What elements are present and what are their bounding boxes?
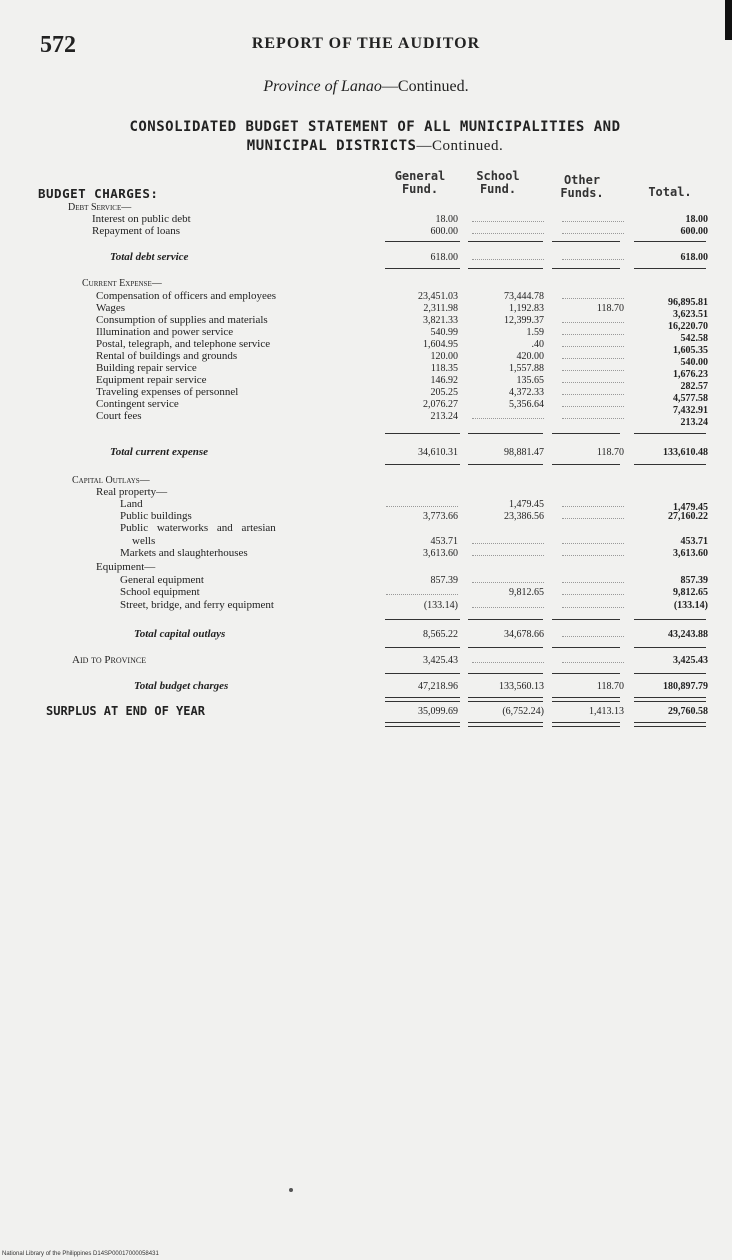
cell-other <box>562 252 624 260</box>
running-head: REPORT OF THE AUDITOR <box>251 35 481 52</box>
rule <box>552 464 620 465</box>
row-label: Consumption of supplies and materials <box>96 314 268 326</box>
col-head-school-1: School <box>476 169 520 183</box>
col-head-school <box>468 170 528 196</box>
row-label: Court fees <box>96 410 142 422</box>
section-debt-service <box>0 202 732 213</box>
row-label: Building repair service <box>96 362 197 374</box>
double-rule <box>552 722 620 727</box>
table-row <box>0 575 732 586</box>
surplus-row <box>0 706 732 717</box>
rule <box>468 241 543 242</box>
rule <box>552 673 620 674</box>
col-head-general <box>385 170 455 196</box>
total-row <box>0 447 732 458</box>
cell-school: 1.59 <box>526 327 544 338</box>
rule <box>634 268 706 269</box>
cell-school: 1,479.45 <box>509 499 544 510</box>
rule <box>552 241 620 242</box>
rule <box>552 433 620 434</box>
rule <box>634 241 706 242</box>
cell-general <box>386 499 458 507</box>
table-row <box>0 548 732 559</box>
cell-total: 16,220.70 <box>668 321 708 332</box>
cell-other <box>562 399 624 407</box>
row-label: wells <box>132 535 156 547</box>
cell-school <box>472 252 544 260</box>
page-number: 572 <box>40 32 76 58</box>
section-label: Capital Outlays— <box>72 475 150 486</box>
row-label: Postal, telegraph, and telephone service <box>96 338 271 350</box>
row-label: Street, bridge, and ferry equipment <box>120 599 274 611</box>
cell-school <box>472 548 544 556</box>
table-row <box>0 523 732 534</box>
row-label: SURPLUS AT END OF YEAR <box>46 704 205 718</box>
section-label: Real property— <box>96 486 168 498</box>
rule <box>468 433 543 434</box>
row-label: Equipment repair service <box>96 374 207 386</box>
cell-school <box>472 226 544 234</box>
col-head-other-2: Funds. <box>560 186 604 200</box>
cell-total: 9,812.65 <box>673 587 708 598</box>
section-current-expense <box>0 278 732 289</box>
cell-school <box>472 600 544 608</box>
cell-other: 118.70 <box>596 681 624 692</box>
table-row <box>0 226 732 237</box>
province-cont: —Continued. <box>381 78 469 95</box>
row-label: Total current expense <box>110 446 208 458</box>
cell-general: 1,604.95 <box>423 339 458 350</box>
cell-general: 118.35 <box>430 363 458 374</box>
scan-edge <box>725 0 732 40</box>
row-label: Public waterworks and artesian <box>120 522 276 534</box>
rule <box>468 673 543 674</box>
row-label: Markets and slaughterhouses <box>120 547 248 559</box>
cell-total: 27,160.22 <box>668 511 708 522</box>
cell-general: 453.71 <box>430 536 458 547</box>
cell-general: 8,565.22 <box>423 629 458 640</box>
title-cont: —Continued. <box>416 138 504 154</box>
rule <box>385 241 460 242</box>
double-rule <box>385 697 460 702</box>
cell-total: 453.71 <box>680 536 708 547</box>
cell-school <box>472 575 544 583</box>
cell-other <box>562 511 624 519</box>
col-head-total <box>640 186 700 199</box>
cell-other <box>562 214 624 222</box>
cell-other <box>562 548 624 556</box>
province-heading <box>0 78 732 96</box>
title-line-2-text: MUNICIPAL DISTRICTS <box>246 138 417 154</box>
row-label: Total debt service <box>110 251 189 263</box>
cell-general: (133.14) <box>423 600 458 611</box>
cell-school: 420.00 <box>516 351 544 362</box>
scan-footer: National Library of the Philippines D14SP00017000058431 <box>2 1251 159 1257</box>
cell-school <box>472 411 544 419</box>
col-head-general-2: Fund. <box>401 182 439 196</box>
cell-total: 29,760.58 <box>668 706 708 717</box>
cell-school: 12,399.37 <box>504 315 544 326</box>
cell-other <box>562 655 624 663</box>
cell-other <box>562 226 624 234</box>
cell-other <box>562 587 624 595</box>
double-rule <box>468 697 543 702</box>
cell-general: 47,218.96 <box>418 681 458 692</box>
cell-total: 43,243.88 <box>668 629 708 640</box>
row-label: Public buildings <box>120 510 192 522</box>
row-label: Compensation of officers and employees <box>96 290 277 302</box>
cell-general: 3,613.60 <box>423 548 458 559</box>
rule <box>385 647 460 648</box>
double-rule <box>552 697 620 702</box>
cell-school: .40 <box>531 339 544 350</box>
col-head-general-1: General <box>394 169 446 183</box>
rule <box>385 268 460 269</box>
title-line-1: CONSOLIDATED BUDGET STATEMENT OF ALL MUNICIPALITIES AND <box>129 119 621 135</box>
cell-school: 98,881.47 <box>504 447 544 458</box>
rule <box>468 464 543 465</box>
double-rule <box>634 722 706 727</box>
double-rule <box>634 697 706 702</box>
cell-total: 3,425.43 <box>673 655 708 666</box>
cell-other <box>562 363 624 371</box>
rule <box>552 268 620 269</box>
col-head-school-2: Fund. <box>479 182 517 196</box>
row-label: Total capital outlays <box>134 628 226 640</box>
table-row <box>0 655 732 666</box>
rule <box>634 464 706 465</box>
cell-total: 3,613.60 <box>673 548 708 559</box>
province-name: Province of Lanao <box>263 78 382 95</box>
cell-other <box>562 575 624 583</box>
cell-school <box>472 536 544 544</box>
cell-school: 73,444.78 <box>504 291 544 302</box>
cell-general: 2,311.98 <box>423 303 458 314</box>
cell-school: 23,386.56 <box>504 511 544 522</box>
cell-other <box>562 629 624 637</box>
cell-other <box>562 375 624 383</box>
rule <box>634 619 706 620</box>
cell-other: 118.70 <box>596 447 624 458</box>
section-real-property <box>0 487 732 498</box>
section-equipment <box>0 562 732 573</box>
cell-school: 1,557.88 <box>509 363 544 374</box>
cell-total: 7,432.91 <box>673 405 708 416</box>
col-head-other-1: Other <box>563 173 601 187</box>
cell-total: 600.00 <box>680 226 708 237</box>
table-title <box>50 118 700 156</box>
cell-school: 4,372.33 <box>509 387 544 398</box>
cell-general: 857.39 <box>430 575 458 586</box>
cell-school: 133,560.13 <box>499 681 544 692</box>
cell-other <box>562 536 624 544</box>
cell-other <box>562 600 624 608</box>
cell-general: 34,610.31 <box>418 447 458 458</box>
rule <box>552 619 620 620</box>
cell-total: 857.39 <box>680 575 708 586</box>
cell-other <box>562 411 624 419</box>
cell-other <box>562 351 624 359</box>
rule <box>552 647 620 648</box>
rule <box>385 464 460 465</box>
cell-general: 120.00 <box>430 351 458 362</box>
row-label: Traveling expenses of personnel <box>96 386 239 398</box>
cell-total: 618.00 <box>680 252 708 263</box>
table-row <box>0 511 732 522</box>
cell-total: 133,610.48 <box>663 447 708 458</box>
total-row <box>0 252 732 263</box>
rule <box>634 673 706 674</box>
budget-charges-label: BUDGET CHARGES: <box>38 186 159 201</box>
rule <box>468 647 543 648</box>
scan-speck <box>289 1188 293 1192</box>
rule <box>385 619 460 620</box>
cell-total: 1,479.45 <box>673 502 708 513</box>
cell-general: 213.24 <box>430 411 458 422</box>
cell-total: (133.14) <box>673 600 708 611</box>
cell-school: 34,678.66 <box>504 629 544 640</box>
cell-general: 18.00 <box>435 214 458 225</box>
cell-general: 540.99 <box>430 327 458 338</box>
cell-general: 35,099.69 <box>418 706 458 717</box>
rule <box>634 433 706 434</box>
cell-general: 2,076.27 <box>423 399 458 410</box>
cell-total: 18.00 <box>685 214 708 225</box>
cell-general: 618.00 <box>430 252 458 263</box>
cell-general: 600.00 <box>430 226 458 237</box>
double-rule <box>468 722 543 727</box>
cell-other <box>562 315 624 323</box>
title-line-2 <box>50 137 700 156</box>
row-label: Rental of buildings and grounds <box>96 350 238 362</box>
cell-school: 1,192.83 <box>509 303 544 314</box>
total-row <box>0 681 732 692</box>
section-label: Equipment— <box>96 561 156 573</box>
cell-general <box>386 587 458 595</box>
cell-total: 542.58 <box>680 333 708 344</box>
row-label: Land <box>120 498 143 510</box>
cell-total: 4,577.58 <box>673 393 708 404</box>
rule <box>468 268 543 269</box>
cell-school: 9,812.65 <box>509 587 544 598</box>
cell-general: 3,821.33 <box>423 315 458 326</box>
row-label: Contingent service <box>96 398 179 410</box>
table-row <box>0 536 732 547</box>
table-row <box>0 587 732 598</box>
cell-total: 3,623.51 <box>673 309 708 320</box>
cell-total: 1,605.35 <box>673 345 708 356</box>
cell-total: 213.24 <box>680 417 708 428</box>
cell-total: 282.57 <box>680 381 708 392</box>
cell-other <box>562 339 624 347</box>
table-row <box>0 214 732 225</box>
row-label: School equipment <box>120 586 200 598</box>
cell-total: 540.00 <box>680 357 708 368</box>
col-head-total-1: Total. <box>648 185 692 199</box>
cell-other <box>562 291 624 299</box>
rule <box>634 647 706 648</box>
section-label: Debt Service— <box>68 202 132 213</box>
cell-other <box>562 327 624 335</box>
cell-school <box>472 655 544 663</box>
cell-other: 1,413.13 <box>589 706 624 717</box>
cell-general: 3,773.66 <box>423 511 458 522</box>
section-capital-outlays <box>0 475 732 486</box>
cell-general: 23,451.03 <box>418 291 458 302</box>
cell-general: 205.25 <box>430 387 458 398</box>
cell-other <box>562 499 624 507</box>
row-label: Interest on public debt <box>92 213 191 225</box>
row-label: Wages <box>96 302 126 314</box>
row-label: Aid to Province <box>72 654 147 666</box>
rule <box>385 433 460 434</box>
double-rule <box>385 722 460 727</box>
cell-total: 180,897.79 <box>663 681 708 692</box>
rule <box>385 673 460 674</box>
row-label: Repayment of loans <box>92 225 180 237</box>
cell-total: 1,676.23 <box>673 369 708 380</box>
cell-general: 146.92 <box>430 375 458 386</box>
cell-other: 118.70 <box>596 303 624 314</box>
cell-school: (6,752.24) <box>502 706 544 717</box>
section-label: Current Expense— <box>82 278 162 289</box>
table-row <box>0 498 732 513</box>
row-label: Total budget charges <box>134 680 229 692</box>
row-label: General equipment <box>120 574 204 586</box>
cell-school: 135.65 <box>516 375 544 386</box>
cell-total: 96,895.81 <box>668 297 708 308</box>
cell-school: 5,356.64 <box>509 399 544 410</box>
row-label: Illumination and power service <box>96 326 234 338</box>
col-head-other <box>552 174 612 200</box>
table-row <box>0 600 732 611</box>
cell-school <box>472 214 544 222</box>
rule <box>468 619 543 620</box>
cell-general: 3,425.43 <box>423 655 458 666</box>
cell-other <box>562 387 624 395</box>
total-row <box>0 629 732 640</box>
